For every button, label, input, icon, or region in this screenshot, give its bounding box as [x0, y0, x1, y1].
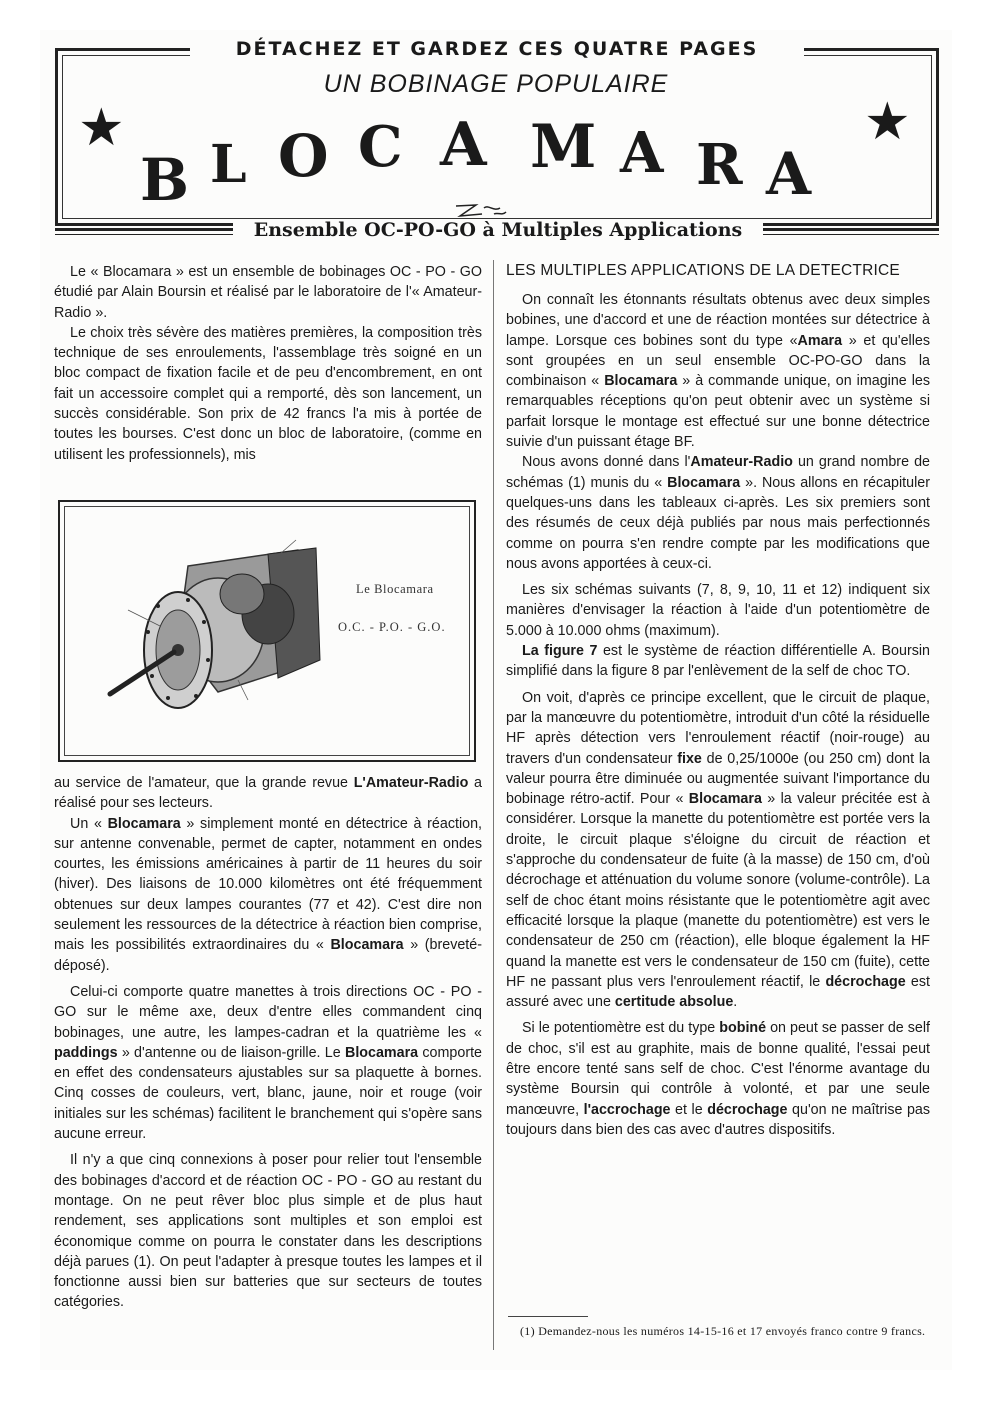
- title-letter: A: [440, 110, 487, 180]
- right-column-heading: LES MULTIPLES APPLICATIONS DE LA DETECTRICE: [506, 262, 900, 279]
- title-rule-right: [761, 228, 939, 235]
- paragraph: Le « Blocamara » est un ensemble de bobinages OC - PO - GO étudié par Alain Boursin et réalisé par le laboratoire de l'« Amateur-Radio ».: [54, 264, 482, 321]
- title-rule-left: [55, 228, 235, 235]
- title-letter: A: [620, 120, 664, 186]
- star-icon-left: ★: [78, 99, 125, 157]
- footnote-rule: [508, 1316, 588, 1317]
- paragraph: Le choix très sévère des matières premières, la composition très technique de ses enroulements, l'assemblage très soigné en un bloc compact de fixation facile et de peu d'encombrement, en ont fait un accessoire complet qui a remporté, dès son lancement, un succès considérable. Son prix de 42 francs l'a mis à portée de toutes les bourses. C'est donc un bloc de laboratoire, (comme en utilisent les professionnels), mis: [54, 324, 482, 463]
- paragraph: Si le potentiomètre est du type bobiné on peut se passer de self de choc, s'il est au graphite, mais de bonne qualité, l'essai peut être encore tenté sans self de choc. C'est l'énorme avantage du système Boursin qui contrôle à volonté, et par une seule manœuvre, l'accrochage et le décrochage qu'on ne maîtrise pas toujours dans bien des cas avec d'autres dispositifs.: [506, 1020, 931, 1138]
- title-letter: A: [766, 140, 812, 208]
- figure-caption-title: Le Blocamara: [356, 582, 434, 596]
- title-letter: R: [696, 132, 743, 198]
- paragraph: On voit, d'après ce principe excellent, que le circuit de plaque, par la manœuvre du potentiomètre, introduit d'un côté la résiduelle HF après détection vers l'enroulement réactif (noir-rouge) au travers d'un condensateur fixe de 0,25/1000e (ou 250 cm) dont la valeur pourra être diminuée ou augmentée suivant l'importance du bobinage rétro-actif. Pour « Blocamara » la valeur précitée est à considérer. Lorsque la manette du potentiomètre est portée vers la droite, le circuit plaque s'éloigne du circuit de réaction et s'approche du condensateur de fuite (à la masse) de 150 cm, d'où décrochage et atténuation du volume sonore (volume-contrôle). La self de choc étant moins résistante que le potentiomètre agit avec efficacité lorsque la plaque (manette du potentiomètre) est vers le condensateur de 250 cm (réaction), elle bloque également la HF quand la manette est vers le condensateur de 150 cm (fuite), cette HF ne passant plus vers l'enroulement réactif, le décrochage est assuré avec une certitude absolue.: [506, 689, 930, 1011]
- banner-text: DÉTACHEZ ET GARDEZ CES QUATRE PAGES: [190, 38, 804, 60]
- left-column-bottom: [54, 773, 482, 1313]
- right-column: [506, 260, 930, 1140]
- paragraph: On connaît les étonnants résultats obtenus avec deux simples bobines, une d'accord et une de réaction montées sur détectrice à lampe. Lorsque ces bobines sont du type «Amara » et qu'elles sont groupées en un seul ensemble OC-PO-GO dans la combinaison « Blocamara » à commande unique, on imagine les remarquables réceptions qu'on peut obtenir avec un système si parfait lorsque le montage est effectué sur une bonne détectrice suivie d'un puissant étage BF.: [506, 292, 930, 451]
- paragraph: Il n'y a que cinq connexions à poser pour relier tout l'ensemble des bobinages d'accord et de réaction OC - PO - GO au restant du montage. On ne peut rêver bloc plus simple et de plus haut rendement, ses applications sont multiples et son emploi est économique comme on pourra le constater dans les descriptions déjà parues (1). On peut l'adapter à presque toutes les lampes et il fonctionne aussi bien sur batteries que sur secteurs de toutes catégories.: [54, 1152, 482, 1311]
- section-title-row: [55, 219, 939, 247]
- paragraph: Les six schémas suivants (7, 8, 9, 10, 11 et 12) indiquent six manières d'envisager la réaction à l'aide d'un potentiomètre de 5.000 à 10.000 ohms (maximum).: [506, 582, 930, 639]
- section-title: Ensemble OC-PO-GO à Multiples Applications: [233, 219, 763, 241]
- blocamara-title: [140, 110, 840, 214]
- figure-caption-bands: O.C. - P.O. - G.O.: [338, 620, 446, 634]
- title-letter: L: [210, 134, 247, 195]
- footnote: (1) Demandez-nous les numéros 14-15-16 et 17 envoyés franco contre 9 francs.: [520, 1324, 926, 1338]
- paragraph: Celui-ci comporte quatre manettes à trois directions OC - PO - GO sur le même axe, deux d'entre elles commandent cinq bobinages, une autre, les lampes-cadran et la quatrième les « paddings » d'antenne ou de liaison-grille. Le Blocamara comporte en effet des condensateurs ajustables sur sa plaquette à bornes. Cinq cosses de couleurs, vert, blanc, jaune, noir et rouge (voir initiales sur les schémas) facilitent le branchement qui s'opère sans aucune erreur.: [54, 983, 483, 1143]
- paragraph: Nous avons donné dans l'Amateur-Radio un grand nombre de schémas (1) munis du « Blocamara ». Nous allons en récapituler quelques-uns dans les tableaux ci-après. Les six premiers sont des résumés de ceux déjà publiés par nous mais perfectionnés comme on pourra s'en rendre compte par les modifications que nous avons apportées à ceux-ci.: [506, 454, 930, 572]
- title-letter: B: [140, 146, 190, 214]
- paragraph: La figure 7 est le système de réaction différentielle A. Boursin simplifié dans la figure 8 par l'enlèvement de la self de choc TO.: [506, 643, 930, 680]
- magazine-page: [40, 30, 952, 1370]
- star-icon-right: ★: [864, 93, 911, 151]
- column-divider: [493, 260, 494, 1350]
- header-subtitle: UN BOBINAGE POPULAIRE: [323, 70, 669, 98]
- title-letter: M: [530, 112, 597, 182]
- title-letter: O: [278, 122, 329, 190]
- paragraph: au service de l'amateur, que la grande revue L'Amateur-Radio a réalisé pour ses lecteurs.: [54, 775, 482, 812]
- title-letter: C: [358, 114, 403, 180]
- left-column-top: [54, 262, 482, 465]
- blocamara-photo: [58, 500, 476, 762]
- coil-block-illustration: [68, 510, 338, 750]
- paragraph: Un « Blocamara » simplement monté en détectrice à réaction, sur antenne convenable, permet de capter, notamment en ondes courtes, les émissions américaines à partir de 11 heures du soir (hiver). Des liaisons de 10.000 kilomètres ont été fréquemment obtenues sur deux lampes courantes (77 et 42). C'est dire non seulement les ressources de la détectrice à réaction bien comprise, mais les possibilités extraordinaires du « Blocamara » (breveté-déposé).: [54, 815, 483, 974]
